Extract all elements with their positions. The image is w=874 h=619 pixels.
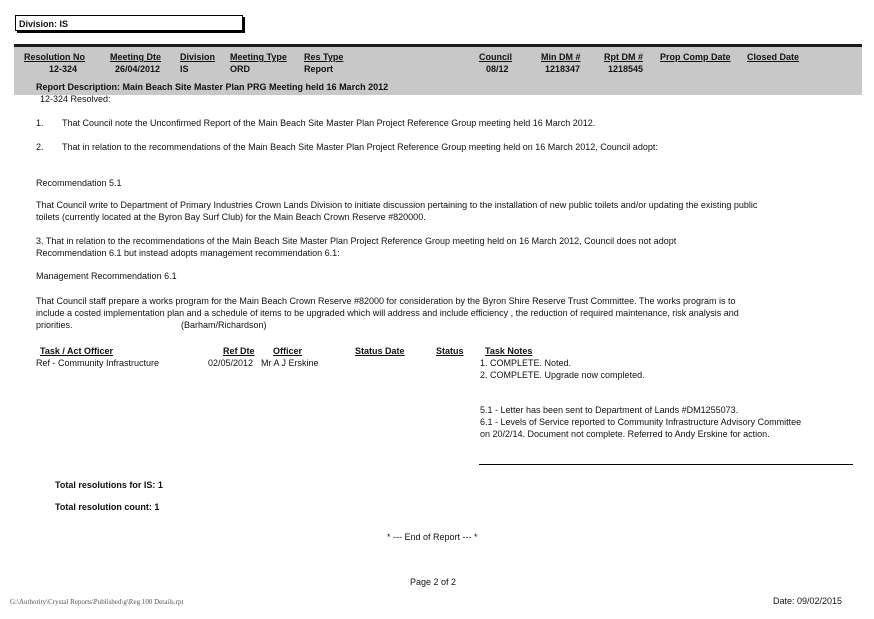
task-note-3: 5.1 - Letter has been sent to Department of Lands #DM1255073. xyxy=(480,405,739,415)
col-header-resolution-no: Resolution No xyxy=(24,52,85,62)
value-division: IS xyxy=(180,64,189,74)
value-min-dm: 1218347 xyxy=(545,64,581,74)
division-label: Division: IS xyxy=(15,15,243,31)
item3-line2: Recommendation 6.1 but instead adopts management recommendation 6.1: xyxy=(36,248,340,258)
task-note-5: on 20/2/14. Document not complete. Referred to Andy Erskine for action. xyxy=(480,429,770,439)
notes-divider xyxy=(479,464,853,465)
task-note-1: 1. COMPLETE. Noted. xyxy=(480,358,572,368)
col-header-min-dm: Min DM # xyxy=(541,52,581,62)
item1-number: 1. xyxy=(36,118,44,128)
page-number: Page 2 of 2 xyxy=(410,577,457,587)
resolution-header-band xyxy=(14,44,862,95)
item2-text: That in relation to the recommendations of the Main Beach Site Master Plan Project Reference Group meeting held on 16 March 2012, Council adopt: xyxy=(62,142,658,152)
value-resolution-no: 12-324 xyxy=(49,64,78,74)
col-header-prop-comp-date: Prop Comp Date xyxy=(660,52,731,62)
col-header-division: Division xyxy=(180,52,216,62)
mover-seconder: (Barham/Richardson) xyxy=(181,320,267,330)
task-col-status: Status xyxy=(436,346,464,356)
value-council: 08/12 xyxy=(486,64,509,74)
management-6-1-heading: Management Recommendation 6.1 xyxy=(36,271,177,281)
col-header-council: Council xyxy=(479,52,512,62)
value-meeting-dte: 26/04/2012 xyxy=(115,64,161,74)
item2-number: 2. xyxy=(36,142,44,152)
col-header-meeting-type: Meeting Type xyxy=(230,52,287,62)
report-description: Report Description: Main Beach Site Master Plan PRG Meeting held 16 March 2012 xyxy=(36,82,389,92)
col-header-rpt-dm: Rpt DM # xyxy=(604,52,643,62)
value-meeting-type: ORD xyxy=(230,64,250,74)
task-note-4: 6.1 - Levels of Service reported to Community Infrastructure Advisory Committee xyxy=(480,417,802,427)
value-res-type: Report xyxy=(304,64,333,74)
task-col-officer: Officer xyxy=(273,346,303,356)
task-row-ref-dte: 02/05/2012 xyxy=(208,358,254,368)
task-col-status-date: Status Date xyxy=(355,346,405,356)
col-header-closed-date: Closed Date xyxy=(747,52,800,62)
total-resolution-count: Total resolution count: 1 xyxy=(55,502,160,512)
task-row-task-officer: Ref - Community Infrastructure xyxy=(36,358,160,368)
report-file-path: G:\Authority\Crystal Reports\Published\g\Reg 100 Details.rpt xyxy=(10,598,184,606)
print-date: Date: 09/02/2015 xyxy=(773,596,843,606)
management-6-1-line2: include a costed implementation plan and a schedule of items to be upgraded which will address and include efficiency , the reduction of required maintenance, risk analysis and xyxy=(36,308,739,318)
task-note-2: 2. COMPLETE. Upgrade now completed. xyxy=(480,370,645,380)
item1-text: That Council note the Unconfirmed Report of the Main Beach Site Master Plan Project Reference Group meeting held 16 March 2012. xyxy=(62,118,596,128)
col-header-meeting-dte: Meeting Dte xyxy=(110,52,162,62)
resolution-line: 12-324 Resolved: xyxy=(40,94,111,104)
total-resolutions-for-is: Total resolutions for IS: 1 xyxy=(55,480,163,490)
recommendation-5-1-heading: Recommendation 5.1 xyxy=(36,178,122,188)
management-6-1-line1: That Council staff prepare a works program for the Main Beach Crown Reserve #82000 for consideration by the Byron Shire Reserve Trust Committee. The works program is to xyxy=(36,296,736,306)
task-col-task-officer: Task / Act Officer xyxy=(40,346,114,356)
end-of-report: * --- End of Report --- * xyxy=(387,532,478,542)
col-header-res-type: Res Type xyxy=(304,52,344,62)
item3-line1: 3. That in relation to the recommendations of the Main Beach Site Master Plan Project Reference Group meeting held on 16 March 2012, Council does not adopt xyxy=(36,236,677,246)
task-col-ref-dte: Ref Dte xyxy=(223,346,255,356)
task-col-task-notes: Task Notes xyxy=(485,346,533,356)
recommendation-5-1-text: That Council write to Department of Primary Industries Crown Lands Division to initiate discussion pertaining to the installation of new public toilets and/or updating the existing public toilets (currently located at the Byron Bay Surf Club) for the Main Beach Crown Reserve #820000. xyxy=(36,200,758,222)
task-row-officer: Mr A J Erskine xyxy=(261,358,319,368)
value-rpt-dm: 1218545 xyxy=(608,64,644,74)
management-6-1-line3: priorities. xyxy=(36,320,73,330)
